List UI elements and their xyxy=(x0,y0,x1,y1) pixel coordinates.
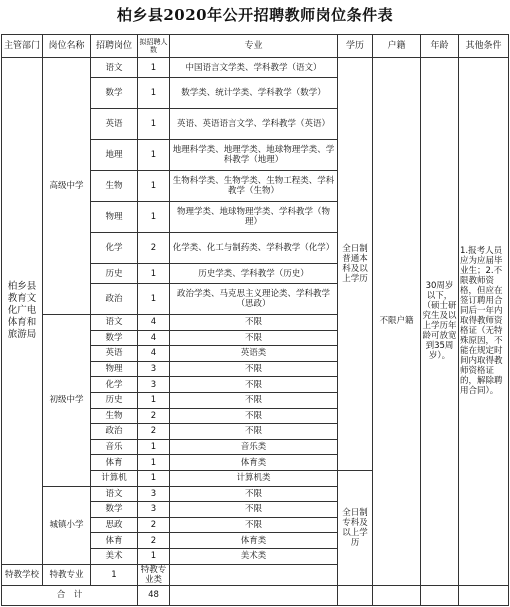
total-row xyxy=(2,585,509,605)
total-empty xyxy=(373,585,421,605)
count-cell: 1 xyxy=(138,109,170,140)
major-cell: 不限 xyxy=(170,315,338,331)
subject-cell: 计算机 xyxy=(91,470,138,486)
subject-cell: 语文 xyxy=(91,58,138,78)
subject-cell: 语文 xyxy=(91,486,138,502)
header-huji: 户籍 xyxy=(373,35,421,58)
count-cell: 1 xyxy=(138,548,170,564)
subject-cell: 音乐 xyxy=(91,439,138,455)
count-cell: 3 xyxy=(138,377,170,393)
major-cell: 英语、英语语言文学、学科教学（英语） xyxy=(170,109,338,140)
major-cell: 英语类 xyxy=(170,346,338,362)
subject-cell: 物理 xyxy=(91,202,138,233)
total-empty xyxy=(459,585,509,605)
major-cell: 美术类 xyxy=(170,548,338,564)
subject-cell: 数学 xyxy=(91,78,138,109)
count-cell: 1 xyxy=(138,264,170,284)
major-cell: 不限 xyxy=(170,486,338,502)
huji-cell: 不限户籍 xyxy=(373,58,421,586)
count-cell: 4 xyxy=(138,330,170,346)
subject-cell: 体育 xyxy=(91,455,138,471)
header-education: 学历 xyxy=(338,35,373,58)
major-cell: 不限 xyxy=(170,361,338,377)
subject-cell: 政治 xyxy=(91,284,138,315)
count-cell: 2 xyxy=(138,408,170,424)
major-cell: 不限 xyxy=(170,502,338,518)
subject-cell: 化学 xyxy=(91,377,138,393)
education-cell: 全日制专科及以上学历 xyxy=(338,470,373,585)
header-other: 其他条件 xyxy=(459,35,509,58)
subject-cell: 语文 xyxy=(91,315,138,331)
count-cell: 1 xyxy=(138,455,170,471)
subject-cell: 英语 xyxy=(91,109,138,140)
other-cell: 1.报考人员应为应届毕业生；2.不限教师资格，但应在签订聘用合同后一年内取得教师资格证（无特殊原因，不能在规定时间内取得教师资格证的，解除聘用合同）。 xyxy=(459,58,509,586)
recruitment-table xyxy=(1,34,509,606)
major-cell: 体育类 xyxy=(170,455,338,471)
major-cell: 化学类、化工与制药类、学科教学（化学） xyxy=(170,233,338,264)
count-cell: 1 xyxy=(138,202,170,233)
major-cell: 历史学类、学科教学（历史） xyxy=(170,264,338,284)
count-cell: 1 xyxy=(138,58,170,78)
major-cell: 生物科学类、生物学类、生物工程类、学科教学（生物） xyxy=(170,171,338,202)
subject-cell: 英语 xyxy=(91,346,138,362)
subject-cell: 特教专业 xyxy=(43,564,91,585)
major-cell: 不限 xyxy=(170,330,338,346)
major-cell: 体育类 xyxy=(170,533,338,549)
major-cell: 物理学类、地球物理学类、学科教学（物理） xyxy=(170,202,338,233)
subject-cell: 生物 xyxy=(91,171,138,202)
major-cell: 政治学类、马克思主义理论类、学科教学（思政） xyxy=(170,284,338,315)
major-cell: 音乐类 xyxy=(170,439,338,455)
major-cell: 中国语言文学类、学科教学（语文） xyxy=(170,58,338,78)
subject-cell: 化学 xyxy=(91,233,138,264)
subject-cell: 物理 xyxy=(91,361,138,377)
subject-cell: 美术 xyxy=(91,548,138,564)
subject-cell: 生物 xyxy=(91,408,138,424)
total-empty xyxy=(338,585,373,605)
count-cell: 4 xyxy=(138,346,170,362)
count-cell: 3 xyxy=(138,361,170,377)
major-cell: 不限 xyxy=(170,377,338,393)
total-empty xyxy=(170,585,338,605)
header-age: 年龄 xyxy=(421,35,459,58)
header-post: 岗位名称 xyxy=(43,35,91,58)
header-dept: 主管部门 xyxy=(2,35,43,58)
count-cell: 1 xyxy=(91,564,138,585)
count-cell: 2 xyxy=(138,517,170,533)
major-cell: 特教专业类 xyxy=(138,564,170,585)
major-cell: 不限 xyxy=(170,408,338,424)
count-cell: 1 xyxy=(138,392,170,408)
post-cell: 初级中学 xyxy=(43,315,91,487)
count-cell: 1 xyxy=(138,140,170,171)
header-major: 专业 xyxy=(170,35,338,58)
major-cell: 不限 xyxy=(170,517,338,533)
count-cell: 1 xyxy=(138,284,170,315)
major-cell: 不限 xyxy=(170,392,338,408)
subject-cell: 体育 xyxy=(91,533,138,549)
count-cell: 1 xyxy=(138,470,170,486)
post-cell: 特教学校 xyxy=(2,564,43,585)
total-empty xyxy=(421,585,459,605)
table-row xyxy=(2,58,509,78)
age-cell: 30周岁以下，（硕士研究生及以上学历年龄可放宽到35周岁）。 xyxy=(421,58,459,586)
subject-cell: 历史 xyxy=(91,392,138,408)
dept-cell: 柏乡县教育文化广电体育和旅游局 xyxy=(2,58,43,565)
subject-cell: 地理 xyxy=(91,140,138,171)
header-position: 招聘岗位 xyxy=(91,35,138,58)
count-cell: 3 xyxy=(138,486,170,502)
count-cell: 2 xyxy=(138,533,170,549)
education-cell: 全日制普通本科及以上学历 xyxy=(338,58,373,471)
count-cell: 4 xyxy=(138,315,170,331)
major-cell: 计算机类 xyxy=(170,470,338,486)
post-cell: 高级中学 xyxy=(43,58,91,315)
post-cell: 城镇小学 xyxy=(43,486,91,564)
subject-cell: 历史 xyxy=(91,264,138,284)
subject-cell: 思政 xyxy=(91,517,138,533)
count-cell: 1 xyxy=(138,439,170,455)
count-cell: 2 xyxy=(138,233,170,264)
major-cell: 数学类、统计学类、学科教学（数学） xyxy=(170,78,338,109)
total-count: 48 xyxy=(138,585,170,605)
page-title: 柏乡县2020年公开招聘教师岗位条件表 xyxy=(116,6,394,24)
header-count: 拟招聘人数 xyxy=(138,35,170,58)
major-cell: 不限 xyxy=(170,424,338,440)
count-cell: 1 xyxy=(138,78,170,109)
major-cell: 地理科学类、地理学类、地球物理学类、学科教学（地理） xyxy=(170,140,338,171)
subject-cell: 政治 xyxy=(91,424,138,440)
total-label: 合 计 xyxy=(2,585,138,605)
count-cell: 3 xyxy=(138,502,170,518)
count-cell: 1 xyxy=(138,171,170,202)
subject-cell: 数学 xyxy=(91,330,138,346)
subject-cell: 数学 xyxy=(91,502,138,518)
count-cell: 2 xyxy=(138,424,170,440)
